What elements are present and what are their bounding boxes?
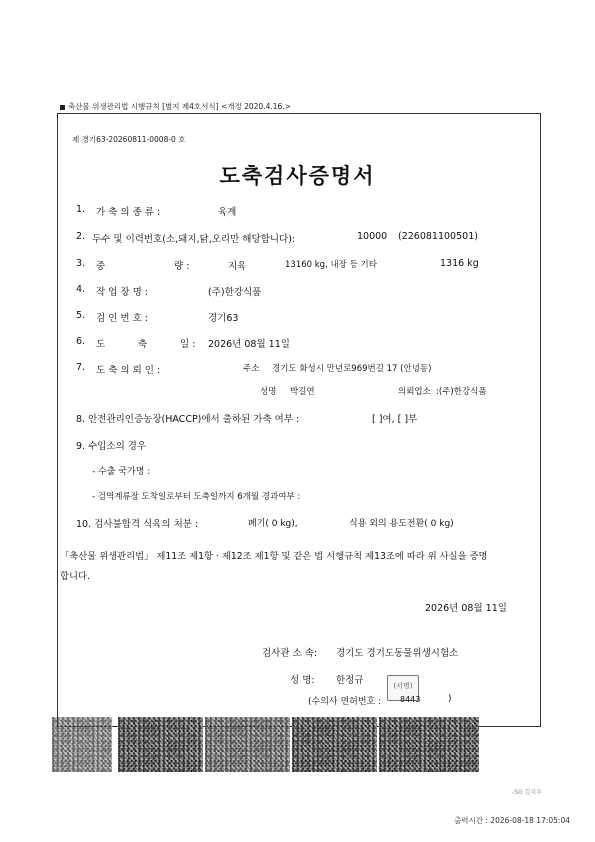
item6-label2: 축 [138,339,148,350]
item2-num: 2. [76,231,86,242]
statement-line1: 「축산물 위생관리법」 제11조 제1항 · 제12조 제1항 및 같은 법 시행규칙 제13조에 따라 위 사실을 증명 [60,551,488,562]
item1-value: 육계 [218,207,237,218]
security-pattern-1 [118,717,203,772]
item6-num: 6. [76,336,86,347]
item7-name-label: 성명 [260,387,277,397]
item10-label: 10. 검사불합격 식육의 처분 : [76,519,199,530]
regulation-note-text: 축산물 위생관리법 시행규칙 [별지 제4호서식] <개정 2020.4.16.> [68,102,291,111]
item7-num: 7. [76,362,86,373]
security-pattern-4 [379,717,479,772]
item5-value: 경기63 [208,313,239,324]
regulation-note [60,101,291,112]
item8-option: [ ]여, [ ]부 [372,414,418,425]
item7-name: 박길연 [290,387,315,397]
item10-disposal: 폐기( 0 kg), [248,519,298,529]
item7-address: 경기도 화성시 만년로969번길 17 (안녕동) [272,364,432,374]
item1-num: 1. [76,204,86,215]
item5-label: 검 인 번 호 : [96,313,148,324]
item3-label2: 량 : [174,261,190,272]
item1-label: 가 축 의 종 류 : [96,207,161,218]
security-pattern-left [52,717,112,772]
item6-label: 도 [96,339,106,350]
item10-conversion: 식용 외의 용도전환( 0 kg) [349,519,454,529]
item7-label: 도 축 의 뢰 인 : [96,365,161,376]
item3-carcass-weight: 13160 kg, 내장 등 기타 [285,260,377,270]
security-pattern-3 [292,717,377,772]
security-pattern-2 [205,717,290,772]
license-close: ) [448,694,452,704]
item9-label: 9. 수입소의 경우 [76,441,147,452]
item3-other-weight: 1316 kg [440,258,479,269]
item4-label: 작 업 장 명 : [96,287,148,298]
item6-value: 2026년 08월 11일 [208,339,290,350]
inspector-affiliation: 경기도 경기도동물위생시험소 [336,648,459,659]
seal-text: (서명) [393,682,413,690]
issue-date: 2026년 08월 11일 [425,603,507,614]
item7-company-label: 의뢰업소 [398,387,431,397]
print-time: 출력시간 : 2026-08-18 17:05:04 [454,816,570,825]
statement-line2: 합니다. [60,571,90,582]
item2-value: 10000 [357,231,388,242]
inspector-name-label: 성 명: [290,675,315,686]
doc-number: 제 경기63-20260811-0008-0 호 [72,135,186,144]
footer-signature: -SG 김치우 [512,789,542,796]
item2-label: 두수 및 이력번호(소,돼지,닭,오리만 해당합니다): [92,234,296,245]
item7-company: :(주)한강식품 [436,387,487,397]
item3-carcass-label: 지육 [228,261,247,272]
license-number: 8443 [400,695,421,704]
item8-label: 8. 안전관리인증농장(HACCP)에서 출하된 가축 여부 : [76,414,300,425]
item3-label: 중 [96,261,106,272]
item5-num: 5. [76,310,86,321]
license-label: (수의사 면허번호 : [308,697,382,707]
item2-trace-number: (226081100501) [398,231,478,242]
item3-num: 3. [76,258,86,269]
inspector-affiliation-label: 검사관 소 속: [262,648,318,659]
item6-label3: 일 : [180,339,196,350]
item4-num: 4. [76,284,86,295]
document-title: 도축검사증명서 [219,164,376,188]
item9-export-country: - 수출 국가명 : [92,467,151,477]
inspector-name: 한정규 [336,675,364,686]
item4-value: (주)한강식품 [208,287,262,298]
square-bullet-icon [60,105,65,110]
item9-quarantine: - 검역계류장 도착일로부터 도축일까지 6개월 경과여부 : [92,492,301,502]
item7-address-label: 주소 [243,364,260,374]
